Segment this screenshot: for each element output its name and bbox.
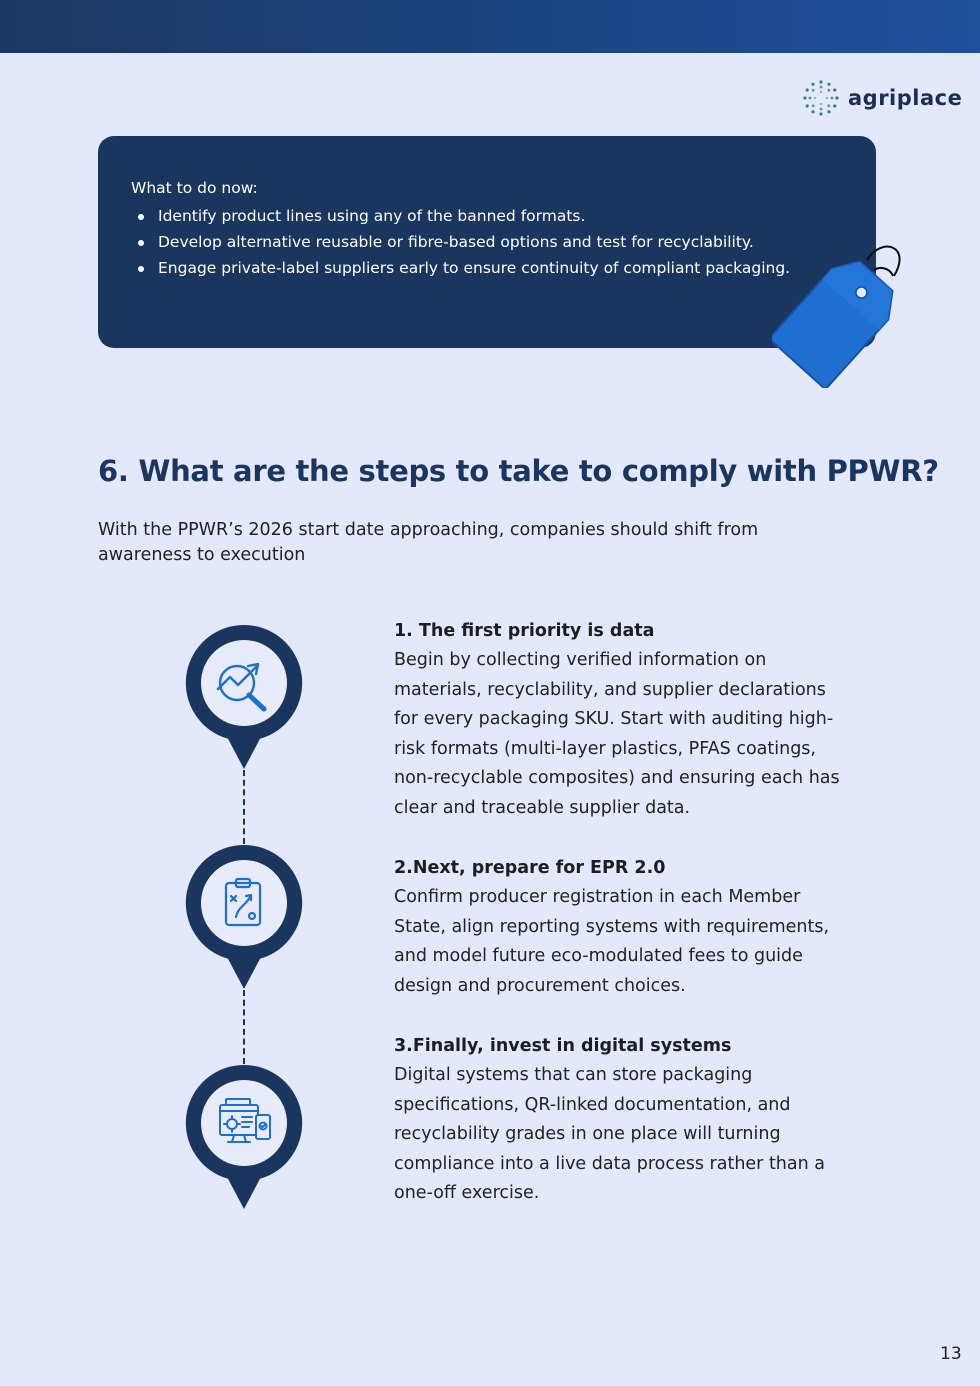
step-body: Begin by collecting verified information on materials, recyclability, and supplier declarations for every packaging SKU. Start with auditing high-risk formats (multi-layer plastics, PFAS coatings, non-recyclable composites) and ensuring each has clear and traceable supplier data. bbox=[394, 650, 840, 818]
section-title: 6. What are the steps to take to comply with PPWR? bbox=[98, 454, 939, 488]
callout-list bbox=[158, 203, 838, 281]
step-body: Confirm producer registration in each Member State, align reporting systems with requirements, and model future eco-modulated fees to guide design and procurement choices. bbox=[394, 887, 830, 996]
step-3 bbox=[394, 1032, 854, 1209]
timeline-connector bbox=[243, 770, 245, 844]
step-2 bbox=[394, 854, 854, 1001]
section-intro: With the PPWR’s 2026 start date approaching, companies should shift from awareness to execution bbox=[98, 520, 759, 565]
page-number: 13 bbox=[940, 1344, 962, 1364]
callout-title: What to do now: bbox=[131, 179, 258, 197]
callout-item: Engage private-label suppliers early to ensure continuity of compliant packaging. bbox=[158, 255, 838, 281]
step-pin-3 bbox=[184, 1063, 304, 1211]
step-title: 1. The first priority is data bbox=[394, 621, 655, 641]
action-callout bbox=[98, 136, 876, 348]
step-title: 3.Finally, invest in digital systems bbox=[394, 1036, 732, 1056]
callout-item: Develop alternative reusable or fibre-based options and test for recyclability. bbox=[158, 229, 838, 255]
header-bar bbox=[0, 0, 980, 53]
step-1 bbox=[394, 617, 854, 823]
callout-item: Identify product lines using any of the banned formats. bbox=[158, 203, 838, 229]
agriplace-logo-icon bbox=[802, 79, 840, 117]
step-title: 2.Next, prepare for EPR 2.0 bbox=[394, 858, 666, 878]
timeline-connector bbox=[243, 990, 245, 1064]
step-pin-2 bbox=[184, 843, 304, 991]
brand-name: agriplace bbox=[848, 86, 963, 110]
step-body: Digital systems that can store packaging specifications, QR-linked documentation, and recyclability grades in one place will turning compliance into a live data process rather than a one-off exercise. bbox=[394, 1065, 825, 1203]
step-pin-1 bbox=[184, 623, 304, 771]
price-tag-icon bbox=[772, 238, 912, 388]
brand-logo bbox=[802, 78, 962, 118]
